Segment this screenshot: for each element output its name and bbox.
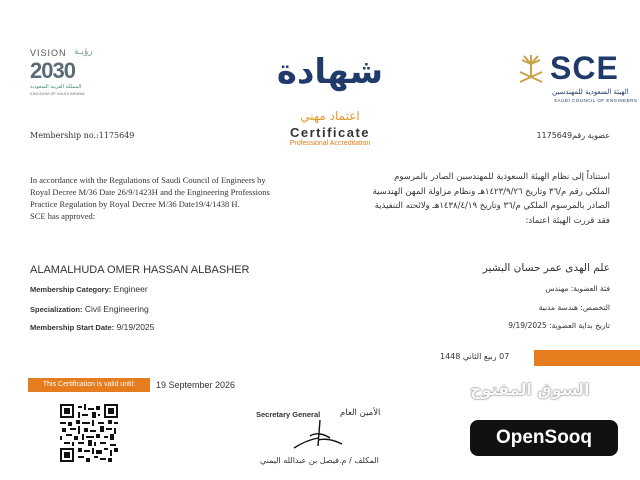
title-ar: شهادة [276, 52, 384, 92]
secretary-general-ar: الأمين العام [340, 408, 381, 418]
para-ar-line: فقد قررت الهيئة اعتماد: [525, 215, 610, 226]
specialization-en [30, 304, 149, 314]
engineer-name-ar: علم الهدى عمر حسان البشير [482, 262, 610, 274]
signature-mark [290, 418, 350, 452]
membership-category-en [30, 284, 148, 294]
qr-code-icon [60, 404, 118, 462]
para-ar-line: الصادر بالمرسوم الملكي م/٣٦ وتاريخ ١٤٣٨/٤/١٩هـ ولائحته التنفيذية [374, 201, 610, 211]
category-value: Engineer [113, 284, 148, 294]
engineer-name-en: ALAMALHUDA OMER HASSAN ALBASHER [30, 264, 250, 276]
category-label: Membership Category: [30, 285, 112, 294]
validity-label: This Certification is valid until: [42, 381, 136, 388]
regulation-paragraph-en [30, 174, 320, 222]
regulation-paragraph-ar [320, 170, 610, 228]
membership-number-en: Membership no.:1175649 [30, 131, 135, 140]
opensooq-badge-label: OpenSooq [495, 427, 593, 448]
para-en-line: In accordance with the Regulations of Saudi Council of Engineers by [30, 175, 266, 185]
subtitle-ar: اعتماد مهني [300, 109, 360, 124]
para-ar-line: استناداً إلى نظام الهيئة السعودية للمهندسين الصادر بالمرسوم [394, 172, 610, 182]
certificate-title-block [270, 52, 390, 168]
validity-date: 19 September 2026 [156, 380, 236, 390]
opensooq-watermark-ar: السوق المفتوح [470, 380, 590, 399]
sce-logo [514, 52, 638, 106]
validity-date-ar: 07 ربيع الثاني 1448 [440, 352, 510, 361]
start-value: 9/19/2025 [116, 322, 155, 332]
vision-subtitle-en: KINGDOM OF SAUDI ARABIA [30, 91, 85, 96]
vision-word: VISION [30, 48, 67, 58]
signer-name-ar: المكلف / م.فيصل بن عبدالله اليمني [260, 456, 379, 465]
para-en-line: Royal Decree M/36 Date 26/9/1423H and the Engineering Professions [30, 187, 270, 197]
start-label-ar: تاريخ بداية العضوية: [549, 321, 610, 330]
membership-number-ar: عضوية رقم1175649 [536, 131, 610, 140]
vision-2030-logo [30, 48, 102, 98]
vision-word-ar: رؤيـة [74, 47, 93, 57]
specialization-value: Civil Engineering [84, 304, 149, 314]
start-value-ar: 9/19/2025 [508, 321, 547, 330]
start-label: Membership Start Date: [30, 323, 115, 332]
para-ar-line: الملكي رقم م/٣٦ وتاريخ ١٤٢٣/٩/٢٦هـ ونظام مزاولة المهن الهندسية [372, 186, 610, 197]
sce-name-en: SAUDI COUNCIL OF ENGINEERS [554, 98, 638, 103]
sce-abbr: SCE [550, 50, 619, 86]
palm-swords-icon [516, 54, 546, 84]
vision-number: 2030 [30, 58, 75, 83]
membership-start-en [30, 322, 154, 332]
vision-subtitle-ar: المملكة العربية السعودية [30, 84, 82, 90]
subtitle-en: Professional Accreditation [289, 140, 371, 148]
specialization-ar: التخصص: هندسة مدنية [538, 303, 610, 312]
validity-label-bar-ar [534, 350, 640, 366]
membership-category-ar: فئة العضوية: مهندس [545, 284, 610, 293]
para-en-line: SCE has approved: [30, 211, 96, 221]
para-en-line: Practice Regulation by Royal Decree M/36 Date19/4/1438 H. [30, 199, 240, 209]
secretary-general-en: Secretary General [256, 410, 321, 419]
membership-start-ar [508, 321, 610, 330]
sce-name-ar: الهيئة السعودية للمهندسين [552, 88, 629, 96]
specialization-label: Specialization: [30, 305, 83, 314]
title-en: Certificate [289, 125, 371, 141]
